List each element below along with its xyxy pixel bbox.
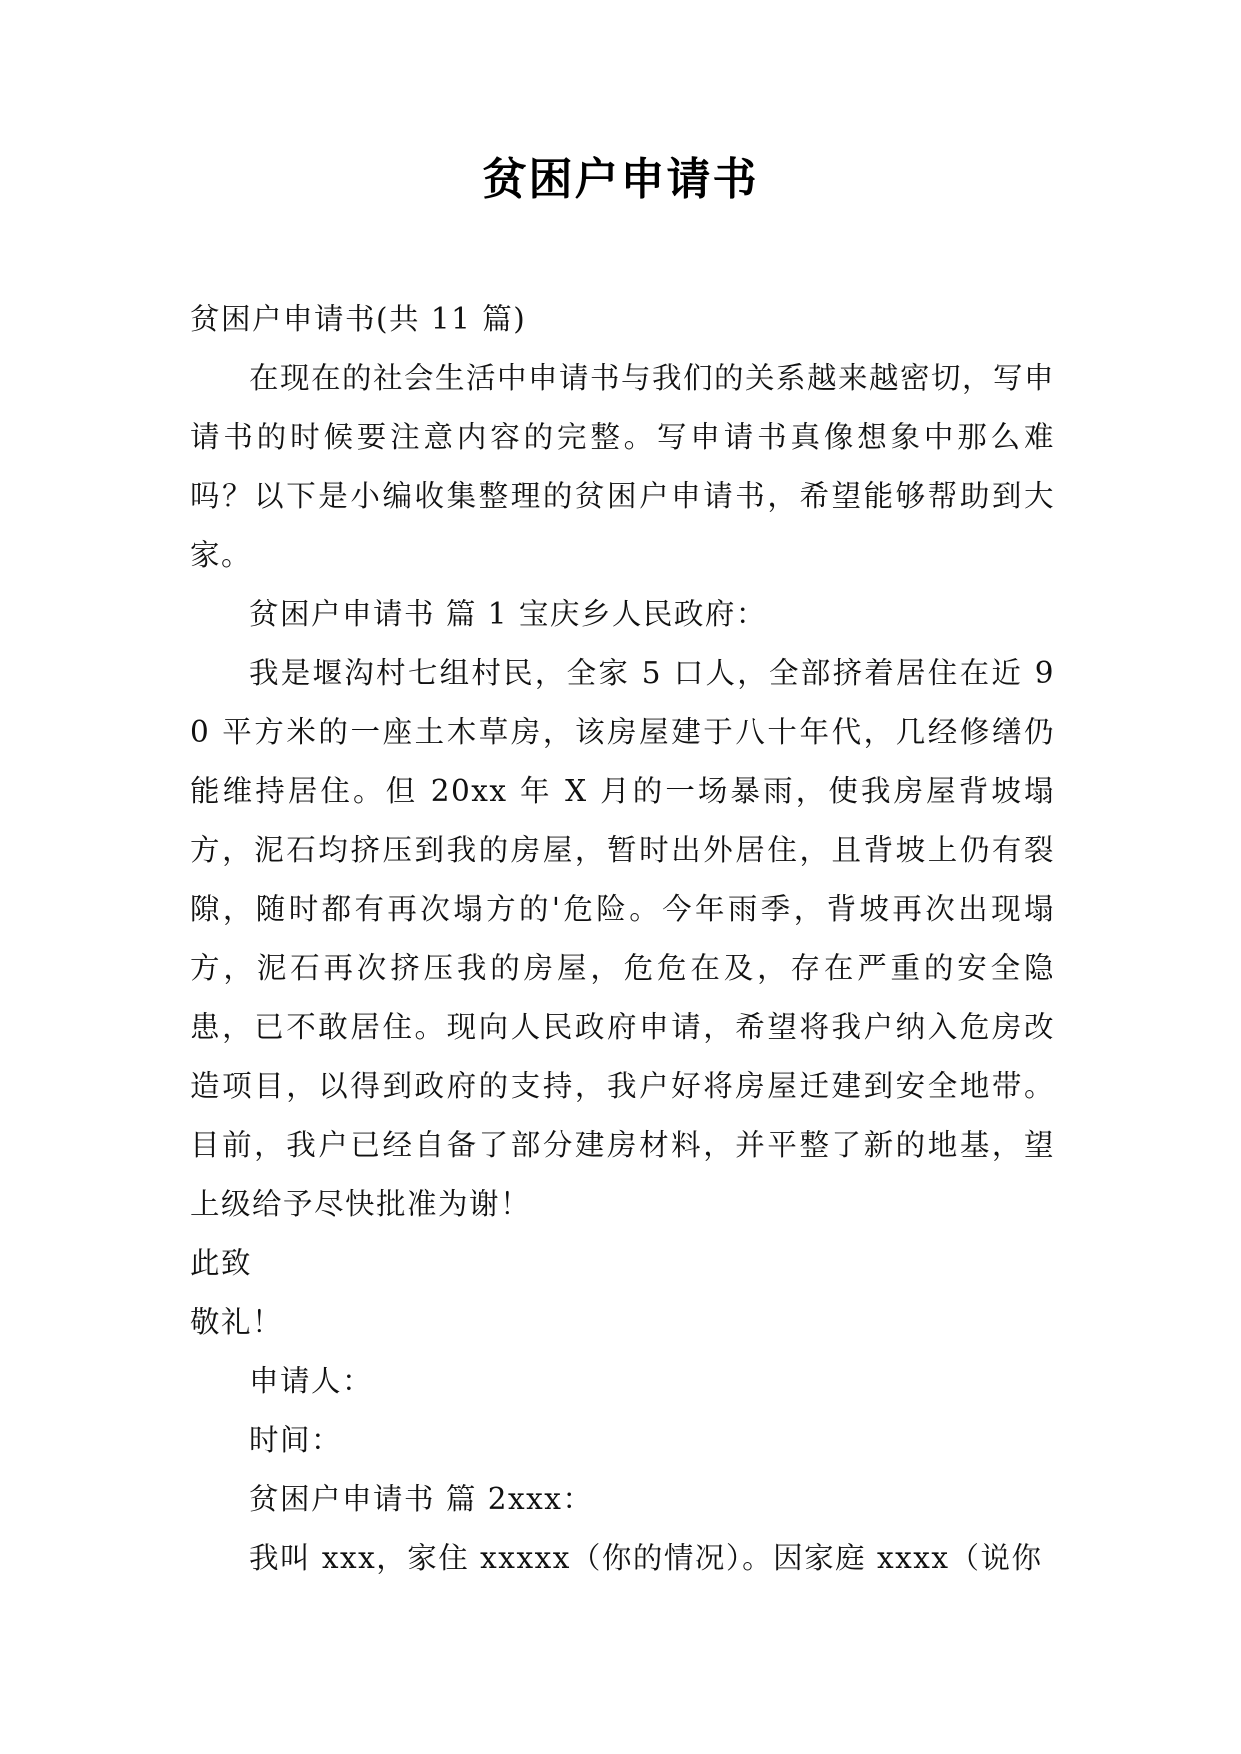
article-2-body: 我叫 xxx，家住 xxxxx（你的情况）。因家庭 xxxx（说你	[249, 1541, 1043, 1575]
applicant-line: 申请人：	[249, 1364, 374, 1398]
document-title: 贫困户申请书	[482, 154, 759, 205]
closing-salutation: 此致	[190, 1246, 253, 1280]
closing-regards: 敬礼！	[190, 1305, 284, 1339]
article-1-heading: 贫困户申请书 篇 1 宝庆乡人民政府：	[249, 597, 767, 631]
date-line: 时间：	[249, 1423, 343, 1457]
document-body	[190, 290, 1055, 1588]
article-2-heading: 贫困户申请书 篇 2xxx：	[249, 1482, 594, 1516]
collection-heading: 贫困户申请书(共 11 篇)	[190, 302, 527, 336]
article-1-body: 我是堰沟村七组村民，全家 5 口人，全部挤着居住在近 90 平方米的一座土木草房，该房屋建于八十年代，几经修缮仍能维持居住。但 20xx 年 X 月的一场暴雨，使我房屋背坡塌方，泥石均挤压到我的房屋，暂时出外居住，且背坡上仍有裂隙，随时都有再次塌方的'危险。今年雨季，背坡再次出现塌方，泥石再次挤压我的房屋，危危在及，存在严重的安全隐患，已不敢居住。现向人民政府申请，希望将我户纳入危房改造项目，以得到政府的支持，我户好将房屋迁建到安全地带。目前，我户已经自备了部分建房材料，并平整了新的地基，望上级给予尽快批准为谢！	[190, 656, 1055, 1221]
intro-paragraph: 在现在的社会生活中申请书与我们的关系越来越密切，写申请书的时候要注意内容的完整。写申请书真像想象中那么难吗？以下是小编收集整理的贫困户申请书，希望能够帮助到大家。	[190, 361, 1056, 572]
